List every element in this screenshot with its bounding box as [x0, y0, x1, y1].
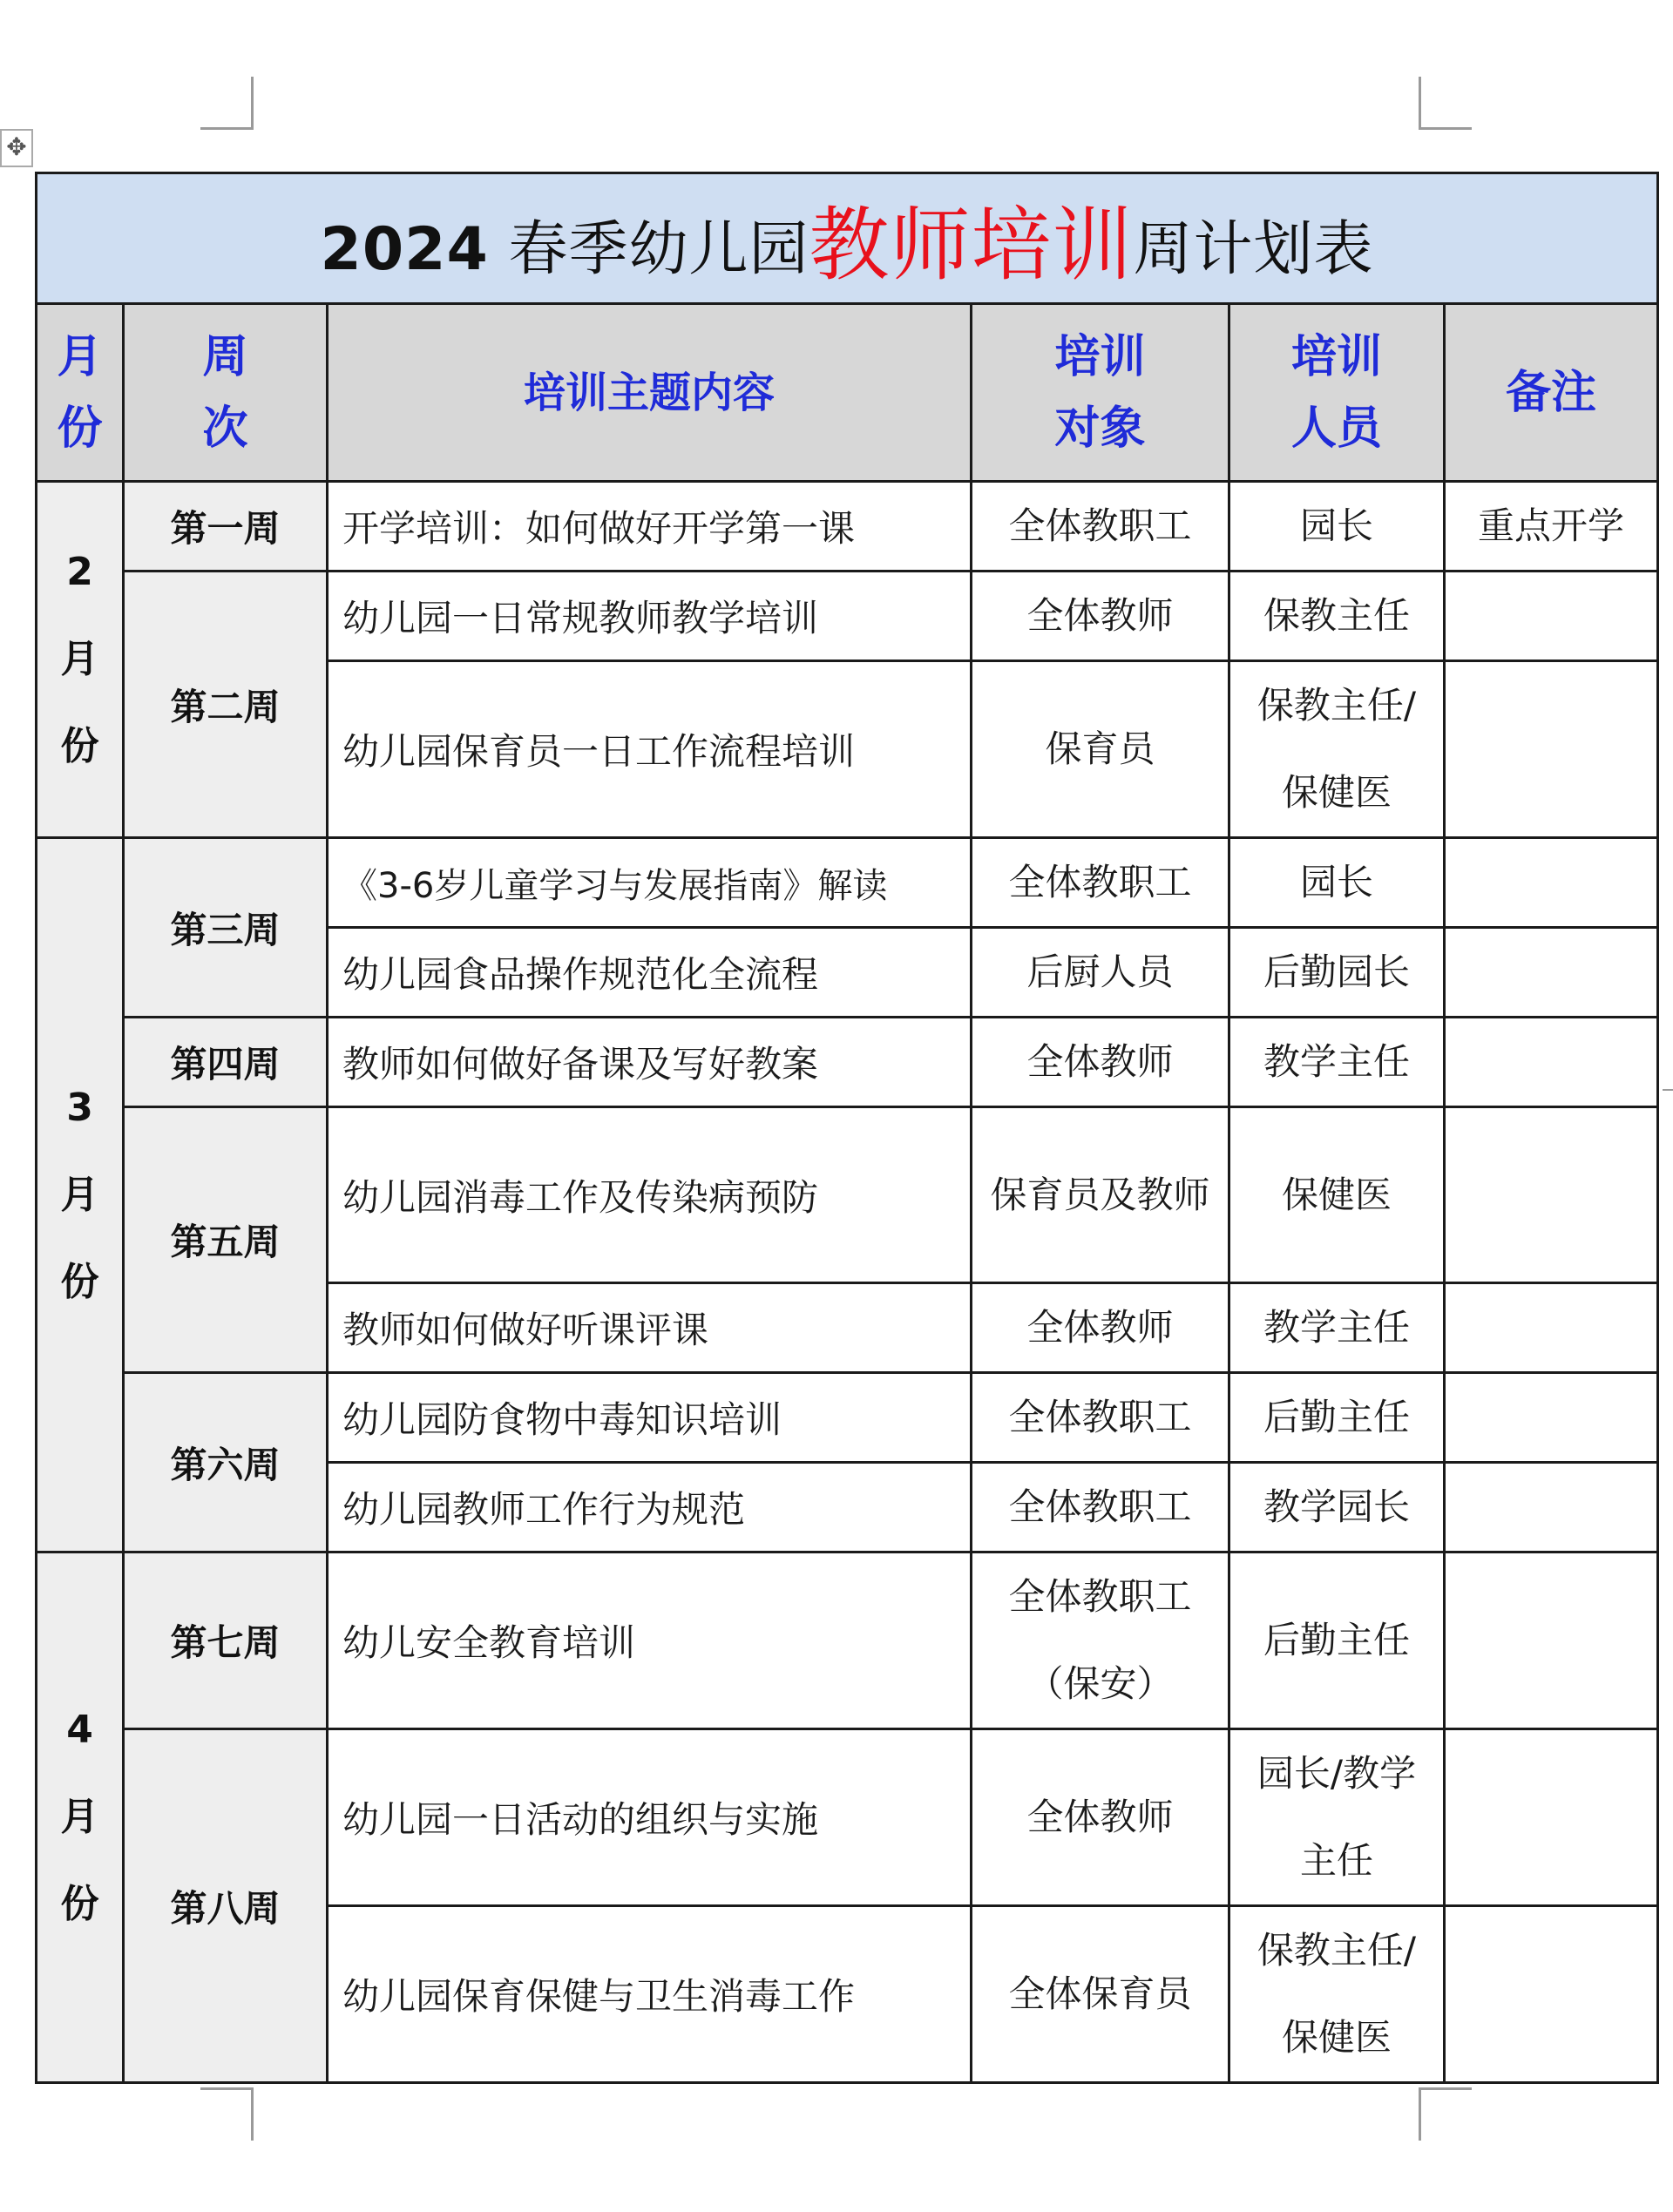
trainer-cell: 园长/教学主任	[1229, 1729, 1445, 1906]
trainer-cell: 教学园长	[1229, 1463, 1445, 1552]
week-cell: 第六周	[124, 1373, 328, 1552]
notes-cell	[1445, 1552, 1658, 1729]
topic-cell: 幼儿园保育保健与卫生消毒工作	[328, 1906, 972, 2083]
topic-cell: 幼儿园食品操作规范化全流程	[328, 928, 972, 1018]
notes-cell	[1445, 838, 1658, 928]
audience-cell: 全体教职工（保安）	[972, 1552, 1229, 1729]
week-cell: 第二周	[124, 572, 328, 838]
month-cell: 4月份	[37, 1552, 124, 2083]
crop-mark-top-left	[200, 77, 254, 130]
header-notes: 备注	[1445, 304, 1658, 482]
header-topic: 培训主题内容	[328, 304, 972, 482]
notes-cell	[1445, 1463, 1658, 1552]
notes-cell	[1445, 928, 1658, 1018]
week-cell: 第八周	[124, 1729, 328, 2083]
trainer-cell: 保教主任/保健医	[1229, 661, 1445, 838]
notes-cell	[1445, 1906, 1658, 2083]
notes-cell	[1445, 661, 1658, 838]
month-cell: 3月份	[37, 838, 124, 1552]
week-cell: 第五周	[124, 1107, 328, 1373]
title-suffix: 周计划表	[1133, 214, 1374, 284]
notes-cell	[1445, 1107, 1658, 1283]
header-trainer: 培训人员	[1229, 304, 1445, 482]
notes-cell	[1445, 1018, 1658, 1107]
crop-mark-bottom-right	[1419, 2087, 1472, 2141]
audience-cell: 保育员及教师	[972, 1107, 1229, 1283]
topic-cell: 幼儿园防食物中毒知识培训	[328, 1373, 972, 1463]
notes-cell	[1445, 1373, 1658, 1463]
header-week: 周次	[124, 304, 328, 482]
trainer-cell: 园长	[1229, 482, 1445, 572]
trainer-cell: 后勤主任	[1229, 1373, 1445, 1463]
trainer-cell: 保教主任/保健医	[1229, 1906, 1445, 2083]
topic-cell: 幼儿园保育员一日工作流程培训	[328, 661, 972, 838]
topic-cell: 开学培训：如何做好开学第一课	[328, 482, 972, 572]
audience-cell: 后厨人员	[972, 928, 1229, 1018]
crop-mark-bottom-left	[200, 2087, 254, 2141]
audience-cell: 全体保育员	[972, 1906, 1229, 2083]
week-cell: 第三周	[124, 838, 328, 1018]
audience-cell: 保育员	[972, 661, 1229, 838]
trainer-cell: 后勤主任	[1229, 1552, 1445, 1729]
audience-cell: 全体教职工	[972, 1463, 1229, 1552]
audience-cell: 全体教师	[972, 572, 1229, 661]
table-move-handle-icon[interactable]: ✥	[0, 129, 33, 167]
topic-cell: 幼儿园消毒工作及传染病预防	[328, 1107, 972, 1283]
table-row	[37, 572, 1658, 661]
topic-cell: 《3-6岁儿童学习与发展指南》解读	[328, 838, 972, 928]
audience-cell: 全体教职工	[972, 838, 1229, 928]
topic-cell: 幼儿园教师工作行为规范	[328, 1463, 972, 1552]
topic-cell: 幼儿安全教育培训	[328, 1552, 972, 1729]
table-row	[37, 1729, 1658, 1906]
title-prefix: 春季幼儿园	[508, 214, 809, 284]
trainer-cell: 后勤园长	[1229, 928, 1445, 1018]
table-row	[37, 1552, 1658, 1729]
table-row	[37, 482, 1658, 572]
audience-cell: 全体教师	[972, 1283, 1229, 1373]
audience-cell: 全体教师	[972, 1729, 1229, 1906]
crop-mark-top-right	[1419, 77, 1472, 130]
notes-cell: 重点开学	[1445, 482, 1658, 572]
training-plan-table	[35, 172, 1659, 2084]
table-row	[37, 1107, 1658, 1283]
table-row	[37, 1373, 1658, 1463]
audience-cell: 全体教师	[972, 1018, 1229, 1107]
page-edge-marker	[1663, 1089, 1673, 1091]
trainer-cell: 教学主任	[1229, 1018, 1445, 1107]
topic-cell: 教师如何做好听课评课	[328, 1283, 972, 1373]
header-audience: 培训对象	[972, 304, 1229, 482]
topic-cell: 教师如何做好备课及写好教案	[328, 1018, 972, 1107]
audience-cell: 全体教职工	[972, 1373, 1229, 1463]
notes-cell	[1445, 1729, 1658, 1906]
table-row	[37, 1018, 1658, 1107]
week-cell: 第四周	[124, 1018, 328, 1107]
week-cell: 第一周	[124, 482, 328, 572]
trainer-cell: 教学主任	[1229, 1283, 1445, 1373]
trainer-cell: 保健医	[1229, 1107, 1445, 1283]
audience-cell: 全体教职工	[972, 482, 1229, 572]
title-highlight: 教师培训	[809, 198, 1134, 292]
week-cell: 第七周	[124, 1552, 328, 1729]
table-row	[37, 838, 1658, 928]
notes-cell	[1445, 572, 1658, 661]
trainer-cell: 园长	[1229, 838, 1445, 928]
header-month: 月份	[37, 304, 124, 482]
topic-cell: 幼儿园一日常规教师教学培训	[328, 572, 972, 661]
topic-cell: 幼儿园一日活动的组织与实施	[328, 1729, 972, 1906]
page-title	[37, 173, 1658, 304]
month-cell: 2月份	[37, 482, 124, 838]
title-year: 2024	[320, 214, 489, 284]
trainer-cell: 保教主任	[1229, 572, 1445, 661]
notes-cell	[1445, 1283, 1658, 1373]
